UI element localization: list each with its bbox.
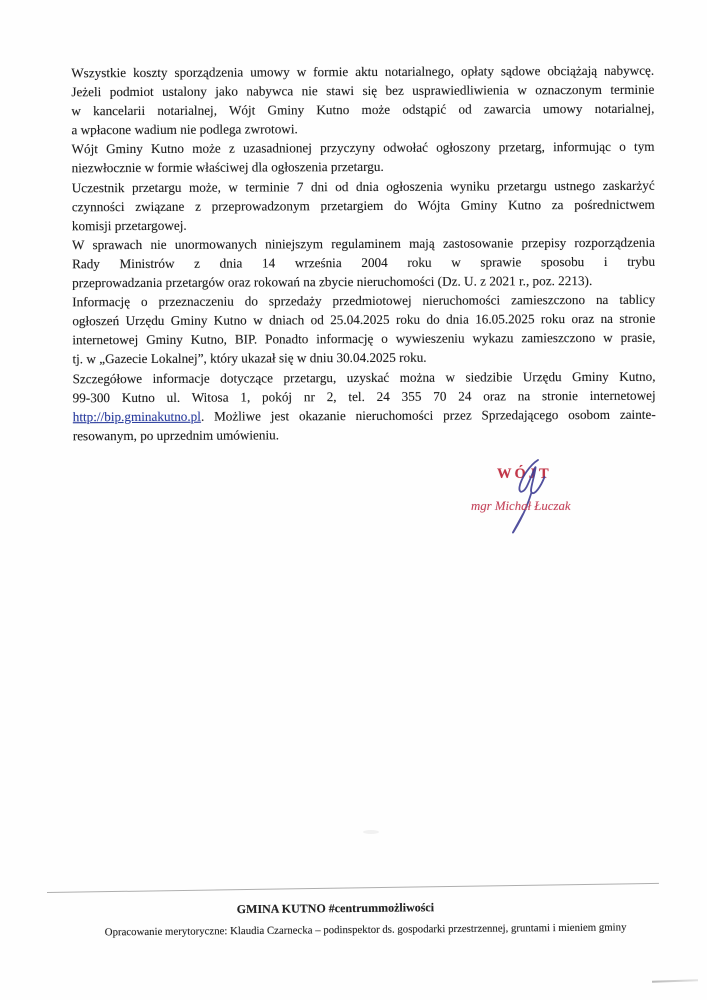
body-line: a wpłacone wadium nie podlega zwrotowi. bbox=[71, 121, 298, 138]
paragraph-contact-details bbox=[73, 366, 656, 445]
footer-brand: GMINA KUTNO #centrummożliwości bbox=[236, 900, 435, 917]
footer-divider bbox=[47, 883, 659, 893]
paragraph-cancellation-right bbox=[72, 137, 655, 178]
body-line: tj. w „Gazecie Lokalnej”, który ukazał się w dniu 30.04.2025 roku. bbox=[72, 350, 427, 367]
body-line: W sprawach nie unormowanych niniejszym regulaminem mają zastosowanie przepisy rozporządzenia bbox=[71, 234, 655, 253]
document-body bbox=[71, 61, 656, 445]
body-line: Rady Ministrów z dnia 14 września 2004 roku w sprawie sposobu i trybu bbox=[72, 253, 656, 272]
body-line: Wójt Gminy Kutno może z uzasadnionej przyczyny odwołać ogłoszony przetarg, informując o tym bbox=[71, 139, 655, 157]
body-line: Informację o przeznaczeniu do sprzedaży przedmiotowej nieruchomości zamieszczono na tablicy bbox=[72, 291, 656, 310]
paragraph-legal-basis bbox=[72, 233, 655, 293]
body-line: Wszystkie koszty sporządzenia umowy w formie aktu notarialnego, opłaty sądowe obciążają nabywcę. bbox=[71, 62, 655, 81]
body-line-remainder: . Możliwe jest okazanie nieruchomości przez Sprzedającego osobom zainte- bbox=[200, 406, 656, 424]
body-line: w kancelarii notarialnej, Wójt Gminy Kutno może odstąpić od zawarcia umowy notarialnej, bbox=[71, 100, 655, 119]
footer bbox=[0, 898, 707, 940]
paragraph-publication-info bbox=[72, 290, 655, 369]
scan-smudge bbox=[363, 830, 379, 834]
handwritten-signature-icon bbox=[492, 455, 566, 541]
body-line: resowanym, po uprzednim umówieniu. bbox=[72, 427, 280, 444]
body-line: Uczestnik przetargu może, w terminie 7 dni od dnia ogłoszenia wyniku przetargu ustnego zaskarżyć bbox=[71, 177, 655, 195]
body-line: czynności związane z przeprowadzonym przetargiem do Wójta Gminy Kutno za pośrednictwem bbox=[71, 196, 655, 214]
body-line bbox=[73, 404, 656, 426]
bip-website-link[interactable]: http://bip.gminakutno.pl bbox=[72, 408, 201, 424]
signatory-title: WÓJT bbox=[497, 466, 552, 482]
signatory-name: mgr Michał Łuczak bbox=[471, 499, 571, 513]
paragraph-appeal-procedure bbox=[72, 175, 655, 235]
body-line: internetowej Gminy Kutno, BIP. Ponadto informację o wywieszeniu wykazu zamieszczono w prasie, bbox=[72, 330, 656, 348]
body-line: Jeżeli podmiot ustalony jako nabywca nie stawi się bez usprawiedliwienia w oznaczonym terminie bbox=[71, 81, 655, 100]
body-line: niezwłocznie w formie właściwej dla ogłoszenia przetargu. bbox=[71, 159, 384, 176]
body-line: ogłoszeń Urzędu Gminy Kutno w dniach od 25.04.2025 roku do dnia 16.05.2025 roku oraz na stronie bbox=[72, 310, 656, 329]
paragraph-notary-costs bbox=[71, 61, 654, 140]
body-line: 99-300 Kutno ul. Witosa 1, pokój nr 2, tel. 24 355 70 24 oraz na stronie internetowej bbox=[72, 387, 656, 405]
footer-credit: Opracowanie merytoryczne: Klaudia Czarnecka – podinspektor ds. gospodarki przestrzennej, gruntami i mieniem gminy bbox=[104, 921, 627, 939]
body-line: Szczegółowe informacje dotyczące przetargu, uzyskać można w siedzibie Urzędu Gminy Kutno, bbox=[72, 368, 656, 386]
body-line: przeprowadzania przetargów oraz rokowań na zbycie nieruchomości (Dz. U. z 2021 r., poz. 2213). bbox=[72, 273, 593, 291]
body-line: komisji przetargowej. bbox=[71, 217, 187, 234]
scan-smudge bbox=[652, 979, 698, 983]
